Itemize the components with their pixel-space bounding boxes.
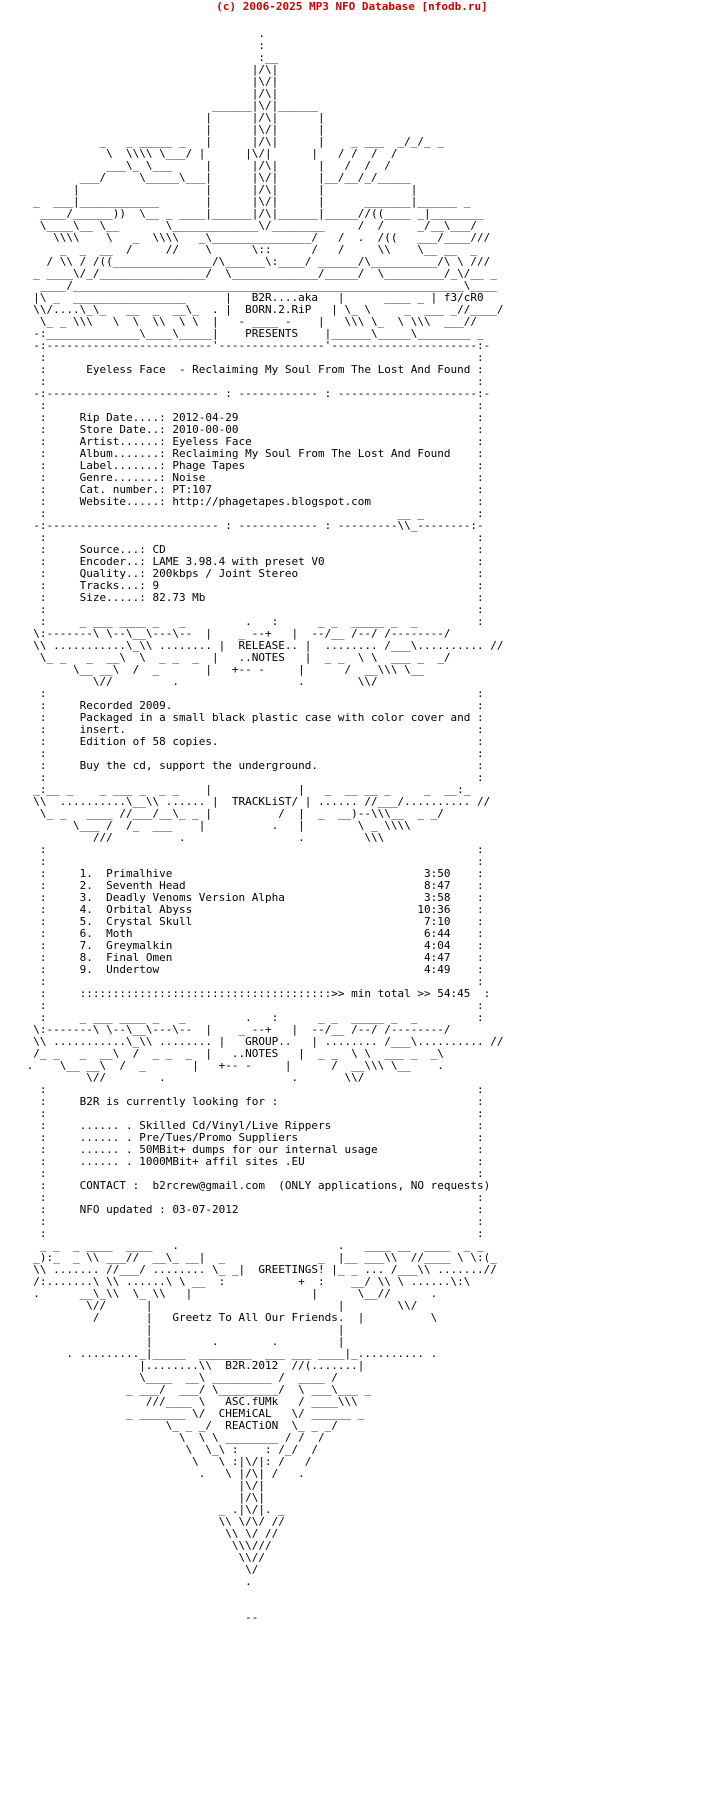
- nfo-ascii-art-text: . : :__ |/\| |\/| |/\| ______|\/|______ | |/\| | | |\/| | _ _ _____ _ | |/\| | _ ___ _/_/_ _ \ \\\\ \___/ | |\/| | / / / / ___\_ \___ | |/\| | / / / ___/ \_____\___| |\/| |__/__/_/_____ | | |/\| | | _ ___|____________ | |\/| | _______|______ _ ____/______)) \__ _ ____|______|/\|______|_____//((____ _|________ \____\__ \__ \_____________\/________ / / _/__\___/ \\\\ \ _ \\\\ _\_______________/ / . /(( ___/____/// _ _ __ / // \ \:: / / \\ \__ __ _ / \\ / /((_______________/\______\:____/ ______/\__________/\ \ /// _ ____\/_/________________/ \_____________/_____/ \_________/_\/__ _ ____/___________________________________________________________\____ |\ _ _________________ | B2R....aka | ____ _ | f3/cR0 \\/....\_\_ __ _ __\_ . | BORN.2.RiP | \_ \ _ ___ _//____/ \_ _ \\\ \ \ \\ \ \ | - ____ - | \\\ \_ \ \\\ ___// -:______________\____\_____| PRESENTS |______\_____\________ _ -:-------------------------'----------------'----------------------:- : : : Eyeless Face - Reclaiming My Soul From The Lost And Found : : : -:-------------------------- : ------------ : ---------------------:- : : : Rip Date....: 2012-04-29 : : Store Date..: 2010-00-00 : : Artist......: Eyeless Face : : Album.......: Reclaiming My Soul From The Lost And Found : : Label.......: Phage Tapes : : Genre.......: Noise : : Cat. number.: PT:107 : : Website.....: http://phagetapes.blogspot.com : : __ _ : -:-------------------------- : ------------ : ---------\\_--------:- : : : Source...: CD : : Encoder..: LAME 3.98.4 with preset V0 : : Quality..: 200kbps / Joint Stereo : : Tracks...: 9 : : Size.....: 82.73 Mb : : : : _ ___ ____ _ _ . : _ _ _____ _ _ : \:-------\ \--\__\---\-- | _ --+ | --/__ /--/ /--------/ \\ ...........\_\\ ........ | RELEASE.. | ........ /___\.......... // \_ _ _ __\ \ _ _ _ | ..NOTES | _ _ \ \ ___ _ _/ \__ __\ / _ | +-- - | / __\\\ \__ \// . . \\/ : : : Recorded 2009. : : Packaged in a small black plastic case with color cover and : : insert. : : Edition of 58 copies. : : : : Buy the cd, support the underground. : : : _:__ _ _ ___ _ _ _ | | _ __ __ _ _ __:_ \\ ..........\__\\ ...... | TRACKLiST/ | ...... //___/.......... // \_ _ ____ //___/__\_ _ | / | _ __)--\\\__ _ _/ \___ / /_ ___ | . | \ _ \\\\ /// . . \\\ : : : : : 1. Primalhive 3:50 : : 2. Seventh Head 8:47 : : 3. Deadly Venoms Version Alpha 3:58 : : 4. Orbital Abyss 10:36 : : 5. Crystal Skull 7:10 : : 6. Moth 6:44 : : 7. Greymalkin 4:04 : : 8. Final Omen 4:47 : : 9. Undertow 4:49 : : : : ::::::::::::::::::::::::::::::::::::::>> min total >> 54:45 : : : : _ ___ ____ _ _ . : _ _ _____ _ _ : \:-------\ \--\__\---\-- | _ --+ | --/__ /--/ /--------/ \\ ...........\_\\ ........ | GROUP.. | ........ /___\.......... // /_ _ _ __\ / _ _ _ | ..NOTES | _ _ \ \ ___ _ _\ . \__ __\ / _ | +-- - | / __\\\ \__ . \// . . \\/ : : : B2R is currently looking for : : : : : ...... . Skilled Cd/Vinyl/Live Rippers : : ...... . Pre/Tues/Promo Suppliers : : ...... . 50MBit+ dumps for our internal usage : : ...... . 1000MBit+ affil sites .EU : : : : CONTACT : b2rcrew@gmail.com (ONLY applications, NO requests) : : : NFO updated : 03-07-2012 : : : : : _ _ _ ____ ____ . . ____ __ ____ _ _ _):_ _ \\ ___// __\_ __| _ _ |__ ___\\ //____ \ \:(_ \\ ....... //___/ ........ \_ _| GREETINGS! |_ _ ... /___\\ .......// /:.......\ \\ ......\ \ __ : + : __/ \\ \ ......\:\ . __\_\\ \_ \\ | | \__// . \// | | \\/ / | Greetz To All Our Friends. | \ | | | . . | . ........._|_____ ________ ___ ___ ____|_.......... . |........\\ B2R.2012 //(.......| \____ __\ _________ / ____ / _ ___/ ___/ \_________/ \ ___\___ _ ///____ \ ASC.fUMk / ____\\\ _ _______ \/ CHEMiCAL \/ ______ _ \_ _ _/ REACTiON \_ _ _/ \ \ \ ________ / / / \ \_\ : : /_/ / \ \ :|\/|: / / . \ |/\| / . |\/| |/\| _ .|\/|. _ \\ \/\/ // \\ \/ // \\\/// \\// \/ . --: [26, 27, 504, 1624]
- nfodb-header-link[interactable]: (c) 2006-2025 MP3 NFO Database [nfodb.ru]: [216, 0, 488, 13]
